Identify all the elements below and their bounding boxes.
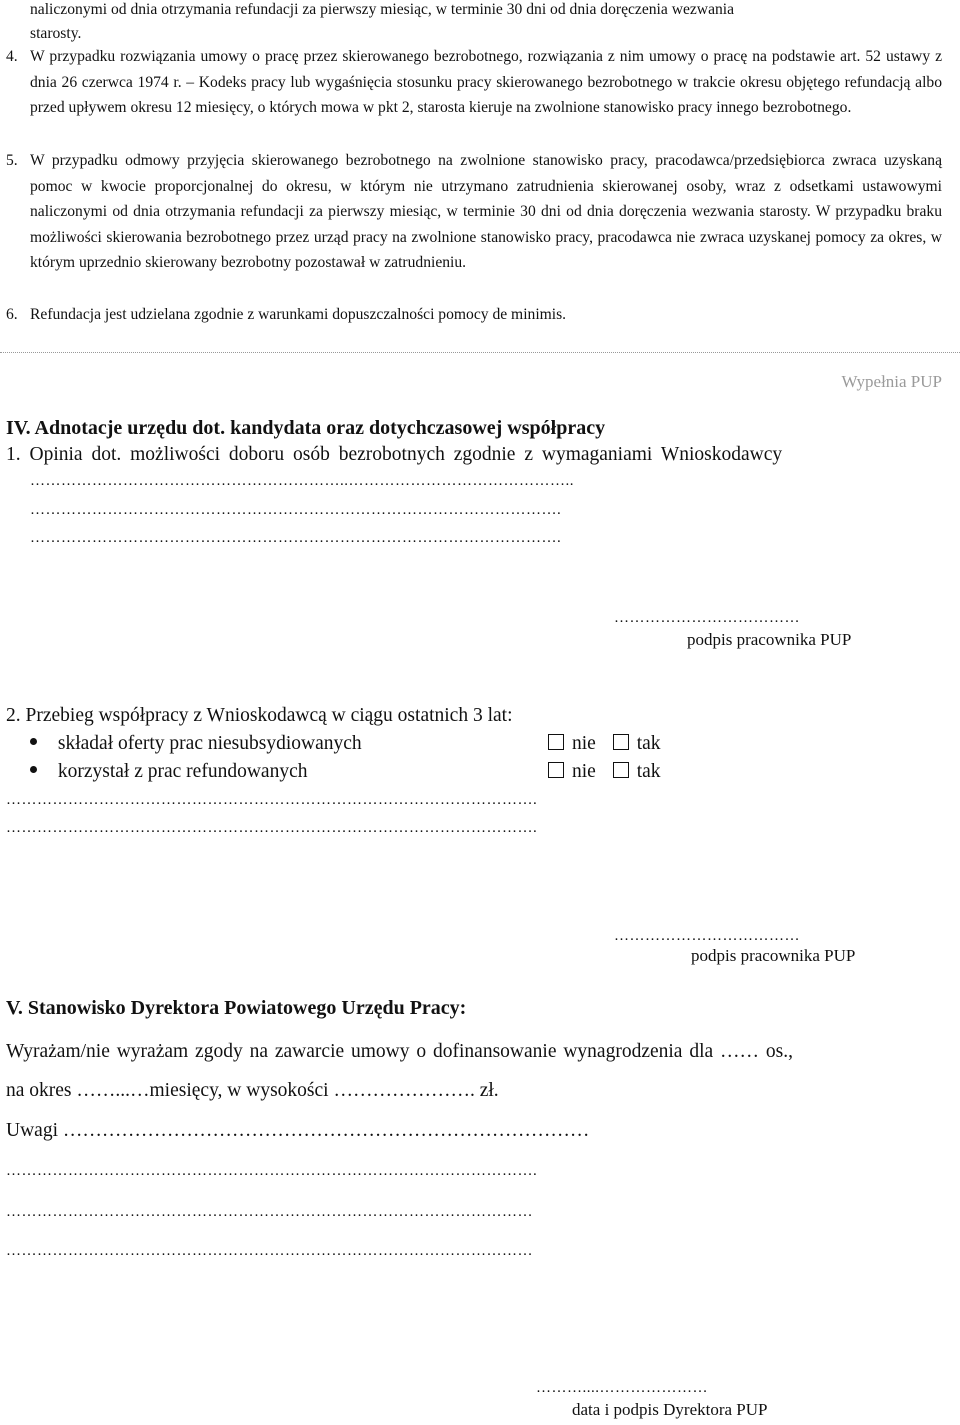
answer-2-line-1: …………………………………………………………………………………………. (6, 792, 538, 808)
signature-label-1: podpis pracownika PUP (687, 630, 852, 649)
remarks-line: Uwagi ……………………………………………………………………… (6, 1120, 590, 1141)
option-no-1: nie (572, 733, 596, 754)
cooperation-item-2 (30, 761, 690, 787)
cooperation-item-2-label: korzystał z prac refundowanych (57, 761, 308, 782)
section-4-heading: IV. Adnotacje urzędu dot. kandydata oraz dotychczasowej współpracy (6, 417, 606, 439)
paragraph-5 (6, 148, 942, 276)
fill-by-pup-label: Wypełnia PUP (841, 372, 942, 391)
signature-label-2: podpis pracownika PUP (691, 946, 856, 965)
question-2: 2. Przebieg współpracy z Wnioskodawcą w ciągu ostatnich 3 lat: (6, 705, 513, 726)
remarks-dots-2: ………………………………………………………………………………………… (6, 1204, 533, 1220)
decision-line-1: Wyrażam/nie wyrażam zgody na zawarcie umowy o dofinansowanie wynagrodzenia dla …… os., (6, 1041, 794, 1062)
continuation-line-2: starosty. (30, 25, 82, 42)
paragraph-5-number: 5. (6, 152, 18, 169)
bullet-icon (30, 738, 37, 745)
director-signature-label: data i podpis Dyrektora PUP (572, 1400, 768, 1419)
question-1: 1. Opinia dot. możliwości doboru osób bezrobotnych zgodnie z wymaganiami Wnioskodawcy (6, 444, 783, 465)
decision-line-2: na okres ……...…miesięcy, w wysokości …………………. zł. (6, 1080, 499, 1101)
paragraph-6-text: Refundacja jest udzielana zgodnie z warunkami dopuszczalności pomocy de minimis. (30, 306, 567, 323)
signature-line-2: ……………………………… (614, 928, 800, 944)
remarks-dots-1: …………………………………………………………………………………………. (6, 1163, 538, 1179)
cooperation-item-1 (30, 733, 690, 759)
signature-line-1: ……………………………… (614, 610, 800, 626)
section-divider (0, 352, 960, 353)
option-yes-2: tak (636, 761, 661, 782)
paragraph-4-number: 4. (6, 48, 18, 65)
answer-2-line-2: …………………………………………………………………………………………. (6, 820, 538, 836)
answer-1-line-1: ……………………………………………………..…………………………………….. (30, 473, 574, 489)
checkbox-no-2[interactable] (548, 762, 564, 778)
checkbox-yes-2[interactable] (613, 762, 629, 778)
option-yes-1: tak (636, 733, 661, 754)
answer-1-line-2: …………………………………………………………………………………………. (30, 502, 562, 518)
section-5-heading: V. Stanowisko Dyrektora Powiatowego Urzędu Pracy: (6, 997, 467, 1019)
option-no-2: nie (572, 761, 596, 782)
cooperation-item-1-label: składał oferty prac niesubsydiowanych (57, 733, 362, 754)
remarks-dots-3: ………………………………………………………………………………………… (6, 1243, 533, 1259)
answer-1-line-3: …………………………………………………………………………………………. (30, 530, 562, 546)
continuation-line-1: naliczonymi od dnia otrzymania refundacji za pierwszy miesiąc, w terminie 30 dni od dnia doręczenia wezwania (30, 1, 735, 18)
paragraph-4 (6, 44, 942, 121)
paragraph-6-number: 6. (6, 306, 18, 323)
checkbox-no-1[interactable] (548, 734, 564, 750)
checkbox-yes-1[interactable] (613, 734, 629, 750)
paragraph-4-text: W przypadku rozwiązania umowy o pracę przez skierowanego bezrobotnego, rozwiązania z nim umowy o pracę na podstawie art. 52 ustawy z dnia 26 czerwca 1974 r. – Kodeks pracy lub wygaśnięcia stosunku pracy skierowanego bezrobotnego w trakcie okresu objętego refundacją albo przed upływem okresu 12 miesięcy, o których mowa w pkt 2, starosta kieruje na zwolnione stanowisko pracy innego bezrobotnego. (30, 48, 942, 116)
director-signature-line: ………....………………… (536, 1380, 708, 1396)
bullet-icon (30, 766, 37, 773)
paragraph-6 (6, 302, 942, 328)
paragraph-5-text: W przypadku odmowy przyjęcia skierowanego bezrobotnego na zwolnione stanowisko pracy, pracodawca/przedsiębiorca zwraca uzyskaną pomoc w kwocie proporcjonalnej do okresu, w którym nie utrzymano zatrudnienia skierowanej osoby, wraz z odsetkami ustawowymi naliczonymi od dnia otrzymania refundacji za pierwszy miesiąc, w terminie 30 dni od dnia doręczenia wezwania starosty. W przypadku braku możliwości skierowania bezrobotnego przez urząd pracy na zwolnione stanowisko pracy, pracodawca nie zwraca uzyskanej pomocy za okres, w którym uprzednio skierowany bezrobotny pozostawał w zatrudnieniu. (30, 152, 942, 271)
